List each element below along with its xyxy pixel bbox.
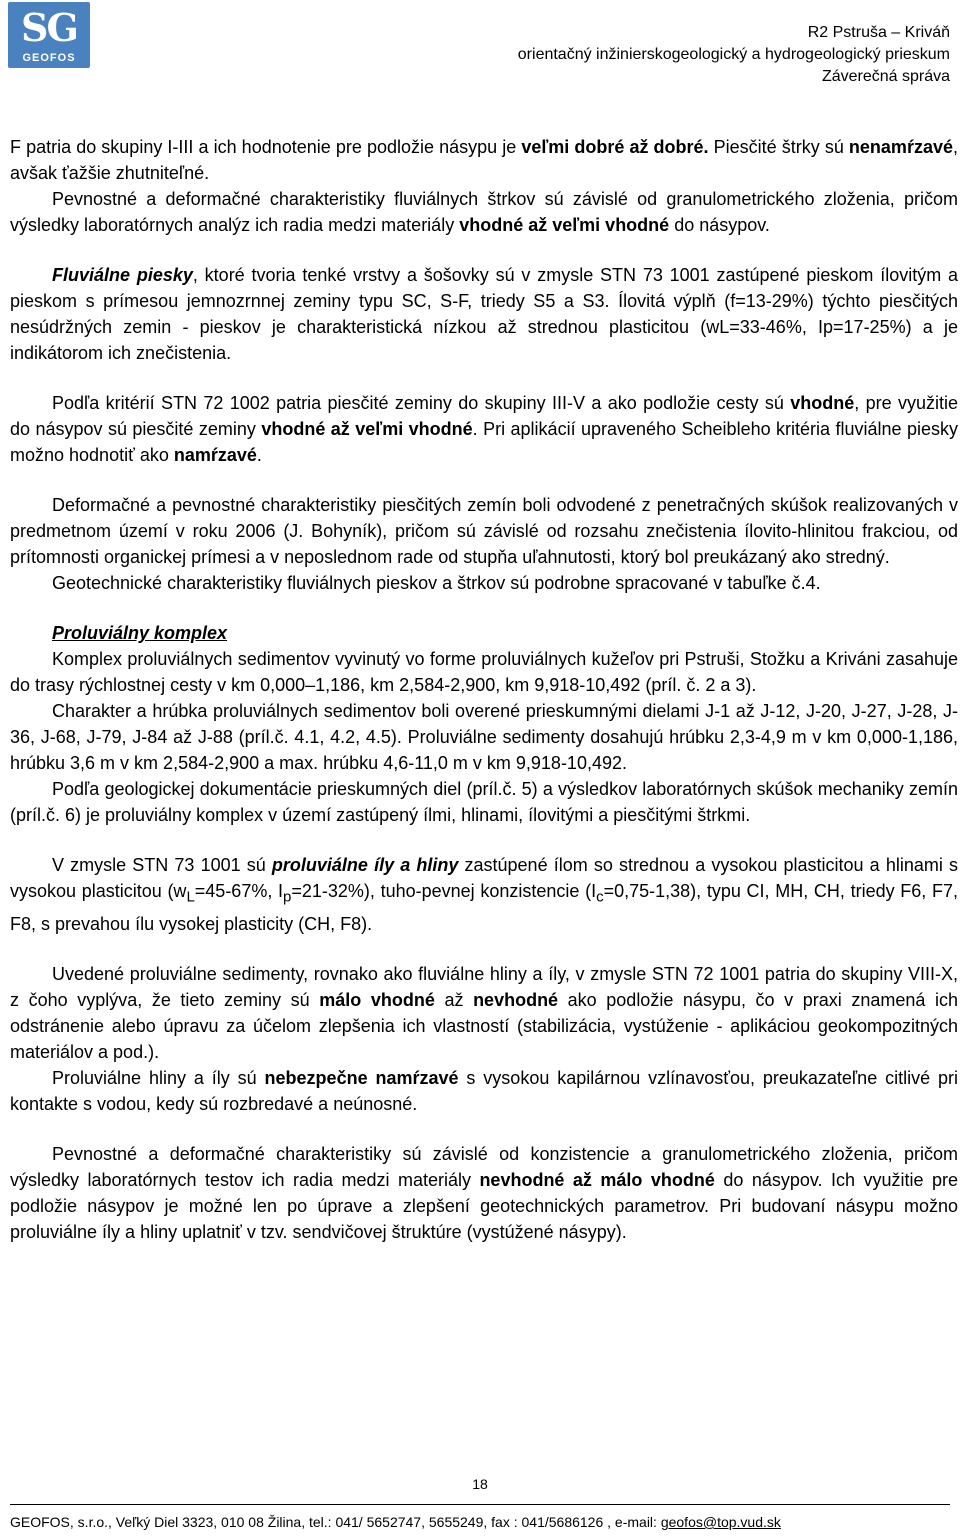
project-subtitle: orientačný inžinierskogeologický a hydrogeologický prieskum [517,46,950,63]
geofos-logo [8,2,90,68]
header-text [518,22,950,88]
page-header [0,0,960,110]
document-body [10,134,958,1245]
paragraph: F patria do skupiny I-III a ich hodnotenie pre podložie násypu je veľmi dobré až dobré. Piesčité štrky sú nenamŕzavé, avšak ťažšie zhutniteľné. [10,137,958,183]
paragraph: Geotechnické charakteristiky fluviálnych pieskov a štrkov sú podrobne spracované v tabuľke č.4. [52,573,821,593]
paragraph: V zmysle STN 73 1001 sú proluviálne íly a hliny zastúpené ílom so strednou a vysokou plasticitou a hlinami s vysokou plasticitou ($w_L=45-67\%$, $I_p=21-32\%$), tuho-pevnej konzistencie $(I_c=0,75-1,38)$, typu CI, MH, CH, triedy F6, F7, F8, s prevahou ílu vysokej plasticity (CH, F8). [10,855,958,934]
logo-letters: SG [21,5,77,50]
paragraph: Proluviálne hliny a íly sú nebezpečne namŕzavé s vysokou kapilárnou vzlínavosťou, preukazateľne citlivé pri kontakte s vodou, kedy sú rozbredavé a neúnosné. [10,1067,958,1114]
paragraph: Charakter a hrúbka proluviálnych sedimentov boli overené prieskumnými dielami J-1 až J-12, J-20, J-27, J-28, J-36, J-68, J-79, J-84 až J-88 (príl.č. 4.1, 4.2, 4.5). Proluviálne sedimenty dosahujú hrúbku 2,3-4,9 m v km 0,000-1,186, hrúbku 3,6 m v km 2,584-2,900 a max. hrúbku 4,6-11,0 m v km 9,918-10,492. [10,701,958,773]
project-title: R2 Pstruša – Kriváň [807,24,950,41]
logo-name: GEOFOS [22,52,76,64]
paragraph: Uvedené proluviálne sedimenty, rovnako ako fluviálne hliny a íly, v zmysle STN 72 1001 patria do skupiny VIII-X, z čoho vyplýva, že tieto zeminy sú málo vhodné až nevhodné ako podložie násypu, čo v praxi znamená ich odstránenie alebo úpravu za účelom zlepšenia ich vlastností (stabilizácia, vystúženie - aplikáciou geokompozitných materiálov a pod.). [10,963,959,1062]
paragraph: Fluviálne piesky, ktoré tvoria tenké vrstvy a šošovky sú v zmysle STN 73 1001 zastúpené pieskom ílovitým a pieskom s prímesou jemnozrnnej zeminy typu SC, S-F, triedy S5 a S3. Ílovitá výplň (f=13-29%) týchto piesčitých nesúdržných zemin - pieskov je charakteristická nízkou až strednou plasticitou (wL=33-46%, Ip=17-25%) a je indikátorom ich znečistenia. [10,265,959,363]
paragraph: Pevnostné a deformačné charakteristiky sú závislé od konzistencie a granulometrického zloženia, pričom výsledky laboratórnych testov ich radia medzi materiály nevhodné až málo vhodné do násypov. Ich využitie pre podložie násypov je možné len po úprave a zlepšení geotechnických parametrov. Pri budovaní násypu možno proluviálne íly a hliny uplatniť v tzv. sendvičovej štruktúre (vystúžené násypy). [10,1143,958,1242]
footer-text: GEOFOS, s.r.o., Veľký Diel 3323, 010 08 Žilina, tel.: 041/ 5652747, 5655249, fax : 041/5686126 , e-mail: [10,1514,661,1530]
paragraph: Komplex proluviálnych sedimentov vyvinutý vo forme proluviálnych kužeľov pri Pstruši, Stožku a Kriváni zasahuje do trasy rýchlostnej cesty v km 0,000–1,186, km 2,584-2,900, km 9,918-10,492 (príl. č. 2 a 3). [10,649,958,695]
page-footer [10,1514,950,1530]
paragraph: Podľa kritérií STN 72 1002 patria piesčité zeminy do skupiny III-V a ako podložie cesty sú vhodné, pre využitie do násypov sú piesčité zeminy vhodné až veľmi vhodné. Pri aplikácií upraveného Scheibleho kritéria fluviálne piesky možno hodnotiť ako namŕzavé. [10,393,958,465]
footer-divider [10,1504,950,1505]
section-heading: Proluviálny komplex [52,623,228,643]
paragraph: Deformačné a pevnostné charakteristiky piesčitých zemín boli odvodené z penetračných skúšok realizovaných v predmetnom území v roku 2006 (J. Bohyník), pričom sú závislé od rozsahu znečistenia ílovito-hlinitou frakciou, od prítomnosti organickej prímesi a v neposlednom rade od stupňa uľahnutosti, ktorý bol preukázaný ako stredný. [10,495,958,567]
paragraph: Podľa geologickej dokumentácie prieskumných diel (príl.č. 5) a výsledkov laboratórnych skúšok mechaniky zemín (príl.č. 6) je proluviálny komplex v území zastúpený ílmi, hlinami, ílovitými a piesčitými štrkmi. [10,779,958,825]
report-title: Záverečná správa [821,68,950,85]
footer-email-link[interactable]: geofos@top.vud.sk [660,1514,781,1530]
paragraph: Pevnostné a deformačné charakteristiky fluviálnych štrkov sú závislé od granulometrického zloženia, pričom výsledky laboratórnych analýz ich radia medzi materiály vhodné až veľmi vhodné do násypov. [10,189,958,235]
page-number: 18 [472,1476,488,1492]
